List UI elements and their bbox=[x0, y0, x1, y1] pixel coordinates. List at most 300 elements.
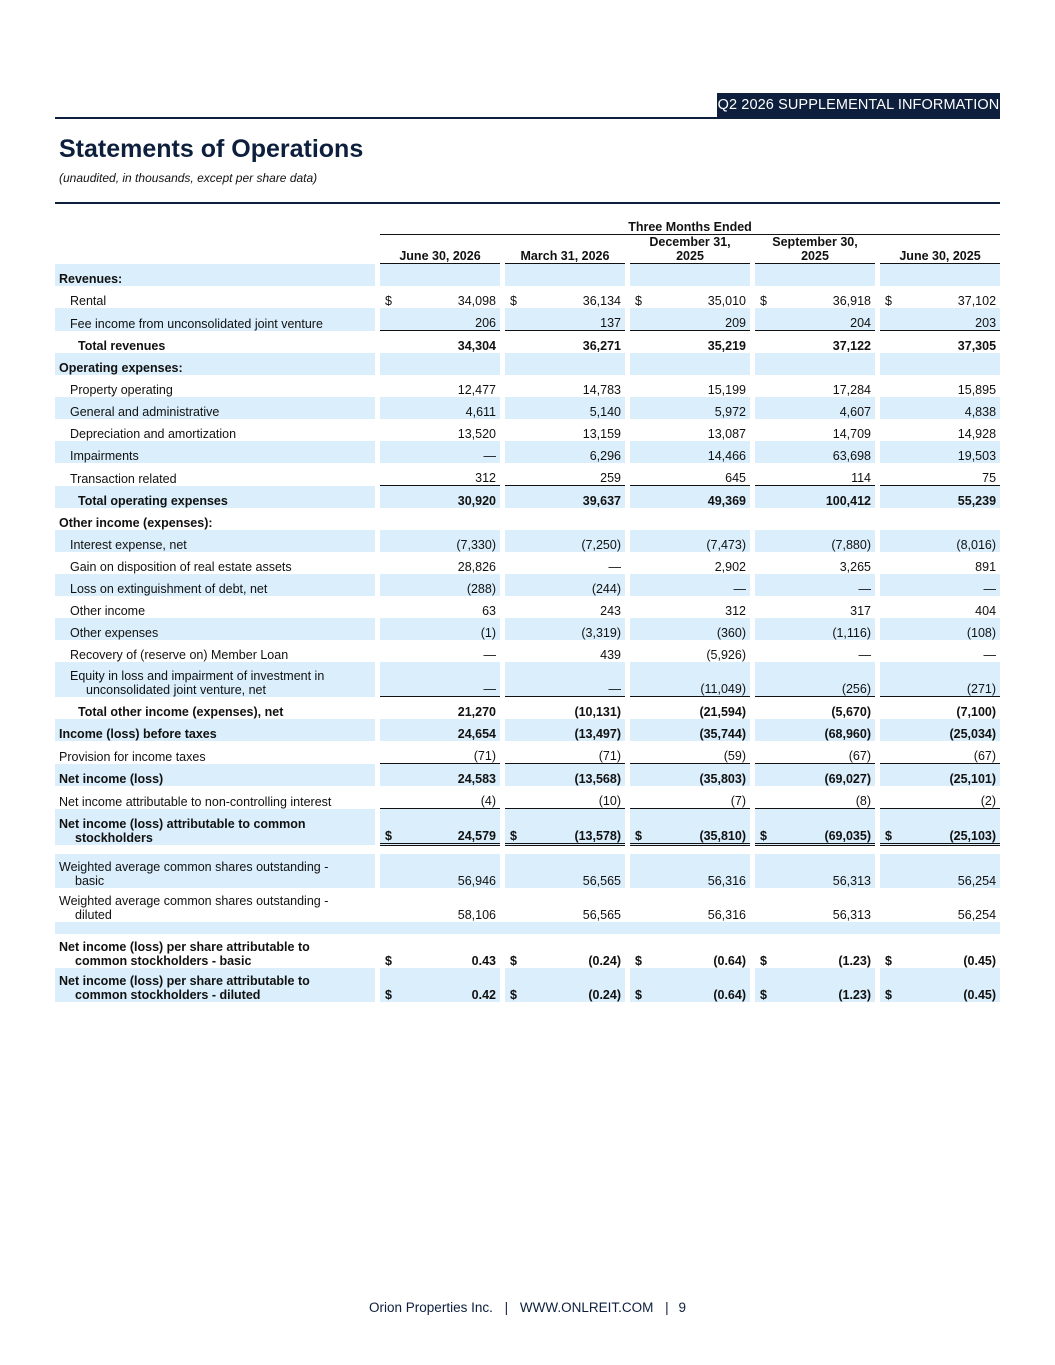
currency-symbol bbox=[755, 764, 775, 787]
cell-value: 24,579 bbox=[400, 809, 500, 845]
currency-symbol bbox=[755, 463, 775, 486]
cell-value: (69,035) bbox=[775, 809, 875, 845]
col-header-dec-2025 bbox=[630, 235, 750, 264]
currency-symbol: $ bbox=[510, 954, 517, 968]
cell-value: — bbox=[608, 560, 621, 574]
currency-symbol bbox=[880, 264, 900, 287]
row-revenues bbox=[55, 264, 1000, 287]
page-footer bbox=[0, 1300, 1055, 1315]
currency-symbol bbox=[755, 486, 775, 509]
row-recovery bbox=[55, 640, 1000, 662]
currency-symbol bbox=[630, 719, 650, 741]
row-label: Other expenses bbox=[55, 618, 375, 640]
row-label: Net income (loss) bbox=[55, 764, 375, 787]
row-label: Fee income from unconsolidated joint venture bbox=[55, 308, 375, 331]
currency-symbol: $ bbox=[880, 809, 900, 845]
currency-symbol bbox=[630, 375, 650, 397]
cell-value: (244) bbox=[525, 574, 625, 596]
currency-symbol bbox=[380, 419, 400, 441]
statements-of-operations-table bbox=[55, 212, 1000, 1002]
cell-value: (59) bbox=[723, 749, 746, 763]
cell-value: 56,254 bbox=[957, 908, 997, 922]
cell-value: (0.24) bbox=[588, 954, 621, 968]
cell-value: 24,583 bbox=[400, 764, 500, 787]
currency-symbol: $ bbox=[885, 954, 892, 968]
header-row-periods bbox=[55, 235, 1000, 264]
currency-symbol bbox=[880, 353, 900, 375]
col-header-dec-2025-line1: December 31, bbox=[649, 235, 731, 249]
currency-symbol bbox=[505, 764, 525, 787]
cell-value: (67) bbox=[848, 749, 871, 763]
row-eps-diluted bbox=[55, 968, 1000, 1002]
row-wa-diluted bbox=[55, 888, 1000, 922]
cell-value: (7,250) bbox=[525, 530, 625, 552]
cell-value: (35,810) bbox=[650, 809, 750, 845]
currency-symbol bbox=[380, 618, 400, 640]
currency-symbol bbox=[755, 596, 775, 618]
cell-value: (3,319) bbox=[525, 618, 625, 640]
currency-symbol bbox=[380, 854, 400, 888]
currency-symbol bbox=[880, 375, 900, 397]
cell-value: 4,611 bbox=[400, 397, 500, 419]
currency-symbol bbox=[880, 552, 900, 574]
currency-symbol bbox=[505, 640, 525, 662]
row-ga bbox=[55, 397, 1000, 419]
page-title: Statements of Operations bbox=[59, 135, 364, 163]
currency-symbol bbox=[380, 741, 400, 764]
cell-value: 15,895 bbox=[957, 383, 997, 397]
cell-value bbox=[400, 264, 500, 287]
cell-value: — bbox=[775, 574, 875, 596]
currency-symbol bbox=[630, 552, 650, 574]
cell-value bbox=[650, 264, 750, 287]
row-label: Other income (expenses): bbox=[59, 516, 213, 530]
cell-value: 6,296 bbox=[525, 441, 625, 463]
currency-symbol bbox=[505, 264, 525, 287]
cell-value: (10) bbox=[598, 794, 621, 808]
cell-value: (67) bbox=[973, 749, 997, 763]
currency-symbol: $ bbox=[630, 968, 650, 1002]
row-da bbox=[55, 419, 1000, 441]
currency-symbol bbox=[755, 719, 775, 741]
currency-symbol bbox=[755, 741, 775, 764]
currency-symbol bbox=[505, 552, 525, 574]
currency-symbol: $ bbox=[755, 809, 775, 845]
cell-value: 39,637 bbox=[525, 486, 625, 509]
cell-value: (10,131) bbox=[525, 697, 625, 720]
currency-symbol bbox=[380, 375, 400, 397]
cell-value: 37,102 bbox=[957, 294, 997, 308]
currency-symbol bbox=[630, 854, 650, 888]
row-pretax bbox=[55, 719, 1000, 741]
cell-value: 4,607 bbox=[775, 397, 875, 419]
cell-value: 56,946 bbox=[400, 854, 500, 888]
currency-symbol bbox=[380, 441, 400, 463]
currency-symbol bbox=[880, 419, 900, 441]
cell-value bbox=[900, 508, 1000, 530]
currency-symbol bbox=[505, 854, 525, 888]
cell-value: 19,503 bbox=[900, 441, 1000, 463]
row-label-line2: unconsolidated joint venture, net bbox=[86, 682, 266, 697]
row-total-rev bbox=[55, 331, 1000, 354]
row-label: Income (loss) before taxes bbox=[55, 719, 375, 741]
cell-value: 203 bbox=[900, 308, 1000, 331]
col-header-mar-2026: March 31, 2026 bbox=[505, 235, 625, 264]
currency-symbol bbox=[755, 530, 775, 552]
col-header-sep-2025 bbox=[755, 235, 875, 264]
currency-symbol bbox=[630, 331, 650, 354]
currency-symbol bbox=[630, 741, 650, 764]
spacer-row bbox=[55, 845, 1000, 855]
currency-symbol bbox=[505, 486, 525, 509]
cell-value: (71) bbox=[598, 749, 621, 763]
currency-symbol bbox=[630, 618, 650, 640]
currency-symbol bbox=[755, 786, 775, 809]
cell-value: 35,219 bbox=[650, 331, 750, 354]
currency-symbol bbox=[380, 397, 400, 419]
row-other bbox=[55, 508, 1000, 530]
cell-value: 5,140 bbox=[525, 397, 625, 419]
cell-value: 13,087 bbox=[707, 427, 746, 441]
currency-symbol bbox=[380, 486, 400, 509]
cell-value: (5,670) bbox=[775, 697, 875, 720]
cell-value: (0.24) bbox=[525, 968, 625, 1002]
currency-symbol bbox=[630, 419, 650, 441]
currency-symbol bbox=[505, 375, 525, 397]
cell-value: 317 bbox=[850, 604, 871, 618]
currency-symbol bbox=[755, 419, 775, 441]
cell-value: (13,578) bbox=[525, 809, 625, 845]
currency-symbol: $ bbox=[510, 294, 517, 308]
row-label bbox=[55, 968, 375, 1002]
row-impair bbox=[55, 441, 1000, 463]
currency-symbol bbox=[505, 419, 525, 441]
currency-symbol bbox=[380, 331, 400, 354]
currency-symbol bbox=[505, 463, 525, 486]
cell-value bbox=[400, 508, 500, 530]
cell-value: 36,271 bbox=[525, 331, 625, 354]
currency-symbol bbox=[755, 375, 775, 397]
cell-value bbox=[400, 353, 500, 375]
cell-value: 14,928 bbox=[957, 427, 997, 441]
cell-value: (271) bbox=[900, 662, 1000, 697]
row-label: Property operating bbox=[70, 383, 173, 397]
currency-symbol bbox=[755, 574, 775, 596]
currency-symbol bbox=[505, 508, 525, 530]
currency-symbol: $ bbox=[880, 968, 900, 1002]
currency-symbol bbox=[380, 574, 400, 596]
row-label bbox=[55, 809, 375, 845]
currency-symbol bbox=[880, 530, 900, 552]
currency-symbol bbox=[880, 441, 900, 463]
currency-symbol bbox=[755, 397, 775, 419]
cell-value: 114 bbox=[851, 471, 871, 485]
cell-value: 75 bbox=[982, 471, 997, 485]
currency-symbol: $ bbox=[505, 968, 525, 1002]
cell-value: (21,594) bbox=[650, 697, 750, 720]
cell-value: (2) bbox=[980, 794, 997, 808]
cell-value: (35,803) bbox=[650, 764, 750, 787]
currency-symbol: $ bbox=[635, 954, 642, 968]
cell-value: (256) bbox=[775, 662, 875, 697]
row-total-opex bbox=[55, 486, 1000, 509]
cell-value bbox=[775, 508, 875, 530]
currency-symbol: $ bbox=[885, 294, 892, 308]
row-label bbox=[55, 888, 375, 922]
currency-symbol bbox=[630, 353, 650, 375]
cell-value: 645 bbox=[725, 471, 746, 485]
currency-symbol bbox=[380, 697, 400, 720]
currency-symbol bbox=[630, 640, 650, 662]
row-label-line1: Net income (loss) attributable to common bbox=[59, 816, 306, 831]
header-row-group bbox=[55, 212, 1000, 235]
cell-value: (35,744) bbox=[650, 719, 750, 741]
currency-symbol bbox=[505, 397, 525, 419]
cell-value bbox=[900, 353, 1000, 375]
cell-value bbox=[525, 264, 625, 287]
currency-symbol bbox=[880, 508, 900, 530]
cell-value: (5,926) bbox=[706, 648, 746, 662]
cell-value: (7,100) bbox=[900, 697, 1000, 720]
row-label: Interest expense, net bbox=[55, 530, 375, 552]
row-label: Operating expenses: bbox=[55, 353, 375, 375]
currency-symbol bbox=[630, 764, 650, 787]
cell-value: 13,159 bbox=[582, 427, 621, 441]
row-label: Impairments bbox=[55, 441, 375, 463]
currency-symbol bbox=[630, 463, 650, 486]
currency-symbol bbox=[630, 574, 650, 596]
cell-value: 63 bbox=[482, 604, 496, 618]
currency-symbol bbox=[380, 719, 400, 741]
row-label: Rental bbox=[70, 294, 107, 308]
cell-value: (8) bbox=[855, 794, 871, 808]
row-fee bbox=[55, 308, 1000, 331]
currency-symbol bbox=[505, 331, 525, 354]
row-label: Revenues: bbox=[55, 264, 375, 287]
currency-symbol bbox=[630, 697, 650, 720]
cell-value: 36,134 bbox=[582, 294, 621, 308]
cell-value: 55,239 bbox=[900, 486, 1000, 509]
footer-separator: | bbox=[504, 1300, 509, 1315]
currency-symbol bbox=[380, 640, 400, 662]
row-label: Loss on extinguishment of debt, net bbox=[55, 574, 375, 596]
currency-symbol: $ bbox=[385, 954, 392, 968]
currency-symbol bbox=[630, 786, 650, 809]
currency-symbol bbox=[505, 441, 525, 463]
currency-symbol bbox=[630, 530, 650, 552]
currency-symbol bbox=[380, 264, 400, 287]
currency-symbol bbox=[380, 552, 400, 574]
currency-symbol bbox=[630, 397, 650, 419]
cell-value: 204 bbox=[775, 308, 875, 331]
currency-symbol bbox=[630, 264, 650, 287]
currency-symbol: $ bbox=[630, 809, 650, 845]
cell-value: (288) bbox=[400, 574, 500, 596]
currency-symbol bbox=[505, 574, 525, 596]
currency-symbol bbox=[755, 854, 775, 888]
cell-value: (0.64) bbox=[650, 968, 750, 1002]
cell-value: 49,369 bbox=[650, 486, 750, 509]
currency-symbol bbox=[505, 719, 525, 741]
cell-value: 58,106 bbox=[457, 908, 496, 922]
cell-value: (68,960) bbox=[775, 719, 875, 741]
cell-value bbox=[775, 353, 875, 375]
cell-value: 56,313 bbox=[775, 854, 875, 888]
row-label bbox=[55, 854, 375, 888]
cell-value: (1.23) bbox=[775, 968, 875, 1002]
currency-symbol bbox=[505, 618, 525, 640]
cell-value: 56,254 bbox=[900, 854, 1000, 888]
cell-value bbox=[525, 353, 625, 375]
col-header-sep-2025-line1: September 30, bbox=[772, 235, 858, 249]
currency-symbol bbox=[630, 441, 650, 463]
footer-company: Orion Properties Inc. bbox=[369, 1300, 493, 1315]
row-gain bbox=[55, 552, 1000, 574]
cell-value: 206 bbox=[400, 308, 500, 331]
currency-symbol bbox=[505, 697, 525, 720]
cell-value: 312 bbox=[475, 471, 496, 485]
cell-value: (1) bbox=[400, 618, 500, 640]
currency-symbol bbox=[880, 662, 900, 697]
currency-symbol bbox=[630, 508, 650, 530]
cell-value: — bbox=[650, 574, 750, 596]
currency-symbol bbox=[755, 508, 775, 530]
currency-symbol bbox=[880, 854, 900, 888]
row-label: Transaction related bbox=[70, 471, 177, 486]
currency-symbol bbox=[880, 741, 900, 764]
row-other-inc bbox=[55, 596, 1000, 618]
cell-value: — bbox=[983, 648, 997, 662]
cell-value bbox=[650, 508, 750, 530]
cell-value: 209 bbox=[650, 308, 750, 331]
cell-value: 37,122 bbox=[775, 331, 875, 354]
row-label-line1: Weighted average common shares outstanding - bbox=[59, 860, 329, 874]
currency-symbol bbox=[380, 786, 400, 809]
row-tax bbox=[55, 741, 1000, 764]
cell-value: — bbox=[525, 662, 625, 697]
currency-symbol bbox=[755, 640, 775, 662]
row-label: Recovery of (reserve on) Member Loan bbox=[70, 648, 289, 662]
cell-value: (7,330) bbox=[400, 530, 500, 552]
row-rental bbox=[55, 286, 1000, 308]
cell-value: 2,902 bbox=[714, 560, 746, 574]
cell-value: 21,270 bbox=[400, 697, 500, 720]
currency-symbol bbox=[630, 596, 650, 618]
col-header-jun-2026: June 30, 2026 bbox=[380, 235, 500, 264]
row-interest bbox=[55, 530, 1000, 552]
cell-value: — bbox=[900, 574, 1000, 596]
currency-symbol: $ bbox=[385, 294, 392, 308]
page-subtitle: (unaudited, in thousands, except per share data) bbox=[59, 171, 318, 185]
cell-value: (25,101) bbox=[900, 764, 1000, 787]
row-label-line2: basic bbox=[75, 874, 105, 888]
cell-value: — bbox=[400, 662, 500, 697]
cell-value: 56,565 bbox=[582, 908, 621, 922]
row-label: Gain on disposition of real estate assets bbox=[70, 560, 292, 574]
currency-symbol bbox=[880, 888, 900, 922]
cell-value: (1.23) bbox=[838, 954, 871, 968]
row-wa-basic bbox=[55, 854, 1000, 888]
currency-symbol bbox=[505, 888, 525, 922]
cell-value: 312 bbox=[725, 604, 746, 618]
cell-value: (13,568) bbox=[525, 764, 625, 787]
row-label-line1: Net income (loss) per share attributable to bbox=[59, 974, 310, 988]
cell-value: 35,010 bbox=[707, 294, 746, 308]
currency-symbol bbox=[380, 308, 400, 331]
row-net bbox=[55, 764, 1000, 787]
currency-symbol bbox=[380, 508, 400, 530]
cell-value: (11,049) bbox=[650, 662, 750, 697]
currency-symbol: $ bbox=[755, 968, 775, 1002]
cell-value: 17,284 bbox=[832, 383, 871, 397]
cell-value: 5,972 bbox=[650, 397, 750, 419]
currency-symbol bbox=[505, 530, 525, 552]
currency-symbol bbox=[755, 441, 775, 463]
cell-value: 56,565 bbox=[525, 854, 625, 888]
header-rule bbox=[55, 117, 1000, 119]
currency-symbol bbox=[880, 786, 900, 809]
currency-symbol bbox=[880, 764, 900, 787]
cell-value bbox=[525, 508, 625, 530]
currency-symbol bbox=[755, 264, 775, 287]
cell-value: 891 bbox=[975, 560, 997, 574]
currency-symbol bbox=[505, 596, 525, 618]
cell-value: — bbox=[483, 648, 496, 662]
cell-value: 0.42 bbox=[400, 968, 500, 1002]
cell-value: (1,116) bbox=[775, 618, 875, 640]
cell-value: (0.64) bbox=[713, 954, 746, 968]
cell-value: 34,304 bbox=[400, 331, 500, 354]
row-label-line2: common stockholders - diluted bbox=[75, 988, 261, 1002]
cell-value: (8,016) bbox=[900, 530, 1000, 552]
currency-symbol bbox=[630, 888, 650, 922]
cell-value: 439 bbox=[600, 648, 621, 662]
cell-value: 56,316 bbox=[707, 908, 746, 922]
cell-value: (25,103) bbox=[900, 809, 1000, 845]
cell-value: (13,497) bbox=[525, 719, 625, 741]
currency-symbol: $ bbox=[505, 809, 525, 845]
col-header-sep-2025-line2: 2025 bbox=[801, 249, 829, 263]
cell-value: (7,880) bbox=[775, 530, 875, 552]
currency-symbol: $ bbox=[760, 294, 767, 308]
cell-value: (71) bbox=[473, 749, 496, 763]
currency-symbol bbox=[630, 486, 650, 509]
cell-value: (360) bbox=[650, 618, 750, 640]
table-top-rule bbox=[55, 202, 1000, 204]
currency-symbol bbox=[880, 463, 900, 486]
currency-symbol bbox=[630, 308, 650, 331]
cell-value: 12,477 bbox=[457, 383, 496, 397]
row-label-line1: Weighted average common shares outstanding - bbox=[59, 894, 329, 908]
currency-symbol: $ bbox=[635, 294, 642, 308]
currency-symbol bbox=[755, 331, 775, 354]
cell-value: (7) bbox=[730, 794, 746, 808]
row-other-exp bbox=[55, 618, 1000, 640]
cell-value: 30,920 bbox=[400, 486, 500, 509]
cell-value: 259 bbox=[600, 471, 621, 485]
currency-symbol bbox=[380, 530, 400, 552]
cell-value bbox=[775, 264, 875, 287]
row-eps-basic bbox=[55, 934, 1000, 968]
row-loss-debt bbox=[55, 574, 1000, 596]
currency-symbol bbox=[755, 618, 775, 640]
currency-symbol bbox=[505, 786, 525, 809]
row-label: Total operating expenses bbox=[55, 486, 375, 509]
cell-value: (0.45) bbox=[900, 968, 1000, 1002]
cell-value: 404 bbox=[975, 604, 997, 618]
currency-symbol bbox=[505, 662, 525, 697]
cell-value: 37,305 bbox=[900, 331, 1000, 354]
